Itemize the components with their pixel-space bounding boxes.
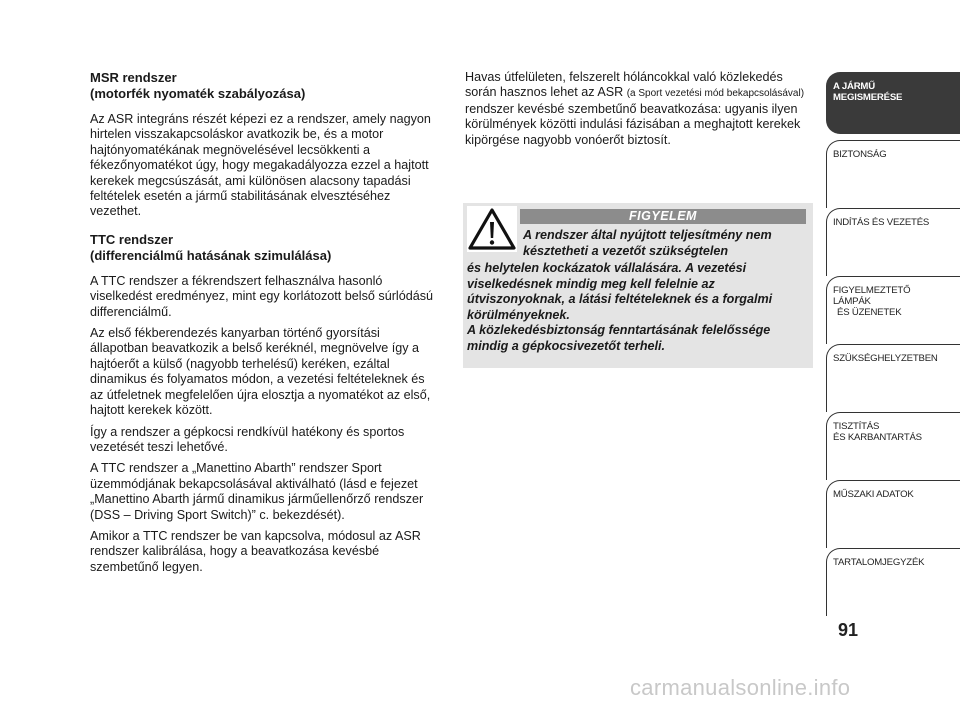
snow-text-b: rendszer kevésbé szembetűnő beavatkozása: ugyanis ilyen körülmények közötti indulási fázisában a meghajtott kerekek kipörgése nagyobb vonóerőt biztosít. bbox=[465, 101, 801, 147]
tab-maintenance[interactable] bbox=[826, 412, 960, 480]
tab-label: INDÍTÁS ÉS VEZETÉS bbox=[833, 217, 930, 228]
tab-safety[interactable] bbox=[826, 140, 960, 208]
tab-starting-driving[interactable] bbox=[826, 208, 960, 276]
warning-box bbox=[463, 203, 813, 368]
tab-emergency[interactable] bbox=[826, 344, 960, 412]
watermark: carmanualsonline.info bbox=[630, 675, 851, 700]
msr-paragraph: Az ASR integráns részét képezi ez a rendszer, amely nagyon hirtelen visszakapcsoláskor avatkozik be, és a motor hajtónyomatékának megnövelésével lecsökkenti a fékezőnyomatékot úgy, hogy megakadályozza ezzel a hajtott kerekek megcsúszását, ami különösen alacsony tapadási feltételek esetén a jármű stabilitásának elvesztéséhez vezethet. bbox=[90, 112, 431, 219]
ttc-paragraph-5: Amikor a TTC rendszer be van kapcsolva, módosul az ASR rendszer kalibrálása, hogy a beavatkozása kevésbé szembetűnő legyen. bbox=[90, 528, 421, 574]
warning-body-2: A közlekedésbiztonság fenntartásának felelőssége mindig a gépkocsivezetőt terheli. bbox=[467, 323, 771, 353]
tab-label: FIGYELMEZTETŐ bbox=[833, 285, 911, 296]
tab-label: BIZTONSÁG bbox=[833, 149, 887, 160]
tab-technical-data[interactable] bbox=[826, 480, 960, 548]
warning-triangle-icon bbox=[467, 206, 517, 252]
ttc-heading bbox=[90, 232, 440, 264]
ttc-paragraph-2: Az első fékberendezés kanyarban történő gyorsítási állapotban beavatkozik a belső keréknél, megnövelve így a hajtóerőt a külső (nagyobb terhelésű) keréken, ezáltal dinamikus és folyamatos módon, a vezetési feltételeknek és az útfeletnek megfelelően újra elosztja a nyomatékot az első, hajtott kerekek között. bbox=[90, 326, 431, 418]
msr-heading bbox=[90, 70, 440, 102]
warning-header: FIGYELEM bbox=[520, 209, 806, 224]
warning-body-1: és helytelen kockázatok vállalására. A vezetési viselkedésnek mindig meg kell felelnie az útviszonyoknak, a látási feltételeknek és a forgalmi körülményeknek. bbox=[467, 261, 773, 322]
tab-warning-lights[interactable] bbox=[826, 276, 960, 344]
tab-label: TARTALOMJEGYZÉK bbox=[833, 557, 925, 568]
msr-title-line2: (motorfék nyomaték szabályozása) bbox=[90, 86, 306, 101]
tab-label: SZÜKSÉGHELYZETBEN bbox=[833, 353, 938, 364]
snow-paragraph bbox=[465, 70, 810, 148]
tab-label: TISZTÍTÁS bbox=[833, 421, 880, 432]
tab-label: MŰSZAKI ADATOK bbox=[833, 489, 914, 500]
chapter-tabs bbox=[826, 72, 960, 616]
tab-label: MEGISMERÉSE bbox=[833, 92, 903, 103]
msr-title-line1: MSR rendszer bbox=[90, 70, 177, 85]
ttc-title-line2: (differenciálmű hatásának szimulálása) bbox=[90, 247, 332, 263]
page-number: 91 bbox=[837, 620, 859, 640]
tab-index[interactable] bbox=[826, 548, 960, 616]
ttc-paragraph-4: A TTC rendszer a „Manettino Abarth” rendszer Sport üzemmódjának bekapcsolásával aktiválható (lásd e fejezet „Manettino Abarth jármű dinamikus járműellenőrző rendszer (DSS – Driving Sport Switch)” c. bekezdését). bbox=[90, 461, 424, 522]
ttc-title-line1: TTC rendszer bbox=[90, 231, 174, 247]
left-column bbox=[90, 70, 440, 581]
tab-vehicle-knowledge[interactable] bbox=[826, 72, 960, 134]
right-column bbox=[465, 70, 810, 148]
tab-label: A JÁRMŰ bbox=[833, 81, 875, 92]
snow-text-small: (a Sport vezetési mód bekapcsolásával) bbox=[626, 88, 805, 100]
tab-label: ÉS KARBANTARTÁS bbox=[833, 432, 922, 443]
ttc-paragraph-3: Így a rendszer a gépkocsi rendkívül hatékony és sportos vezetését teszi lehetővé. bbox=[90, 424, 405, 454]
warning-body bbox=[467, 261, 807, 354]
tab-label: LÁMPÁK bbox=[833, 296, 871, 307]
ttc-paragraph-1: A TTC rendszer a fékrendszert felhasználva hasonló viselkedést eredményez, mint egy korlátozott belső súrlódású differenciálmű. bbox=[90, 273, 434, 319]
warning-lead-text: A rendszer által nyújtott teljesítmény nem késztetheti a vezetőt szükségtelen bbox=[523, 228, 772, 258]
snow-text-a: Havas útfelületen, felszerelt hóláncokkal való közlekedés során hasznos lehet az ASR bbox=[465, 70, 783, 100]
tab-label: ÉS ÜZENETEK bbox=[837, 307, 902, 318]
